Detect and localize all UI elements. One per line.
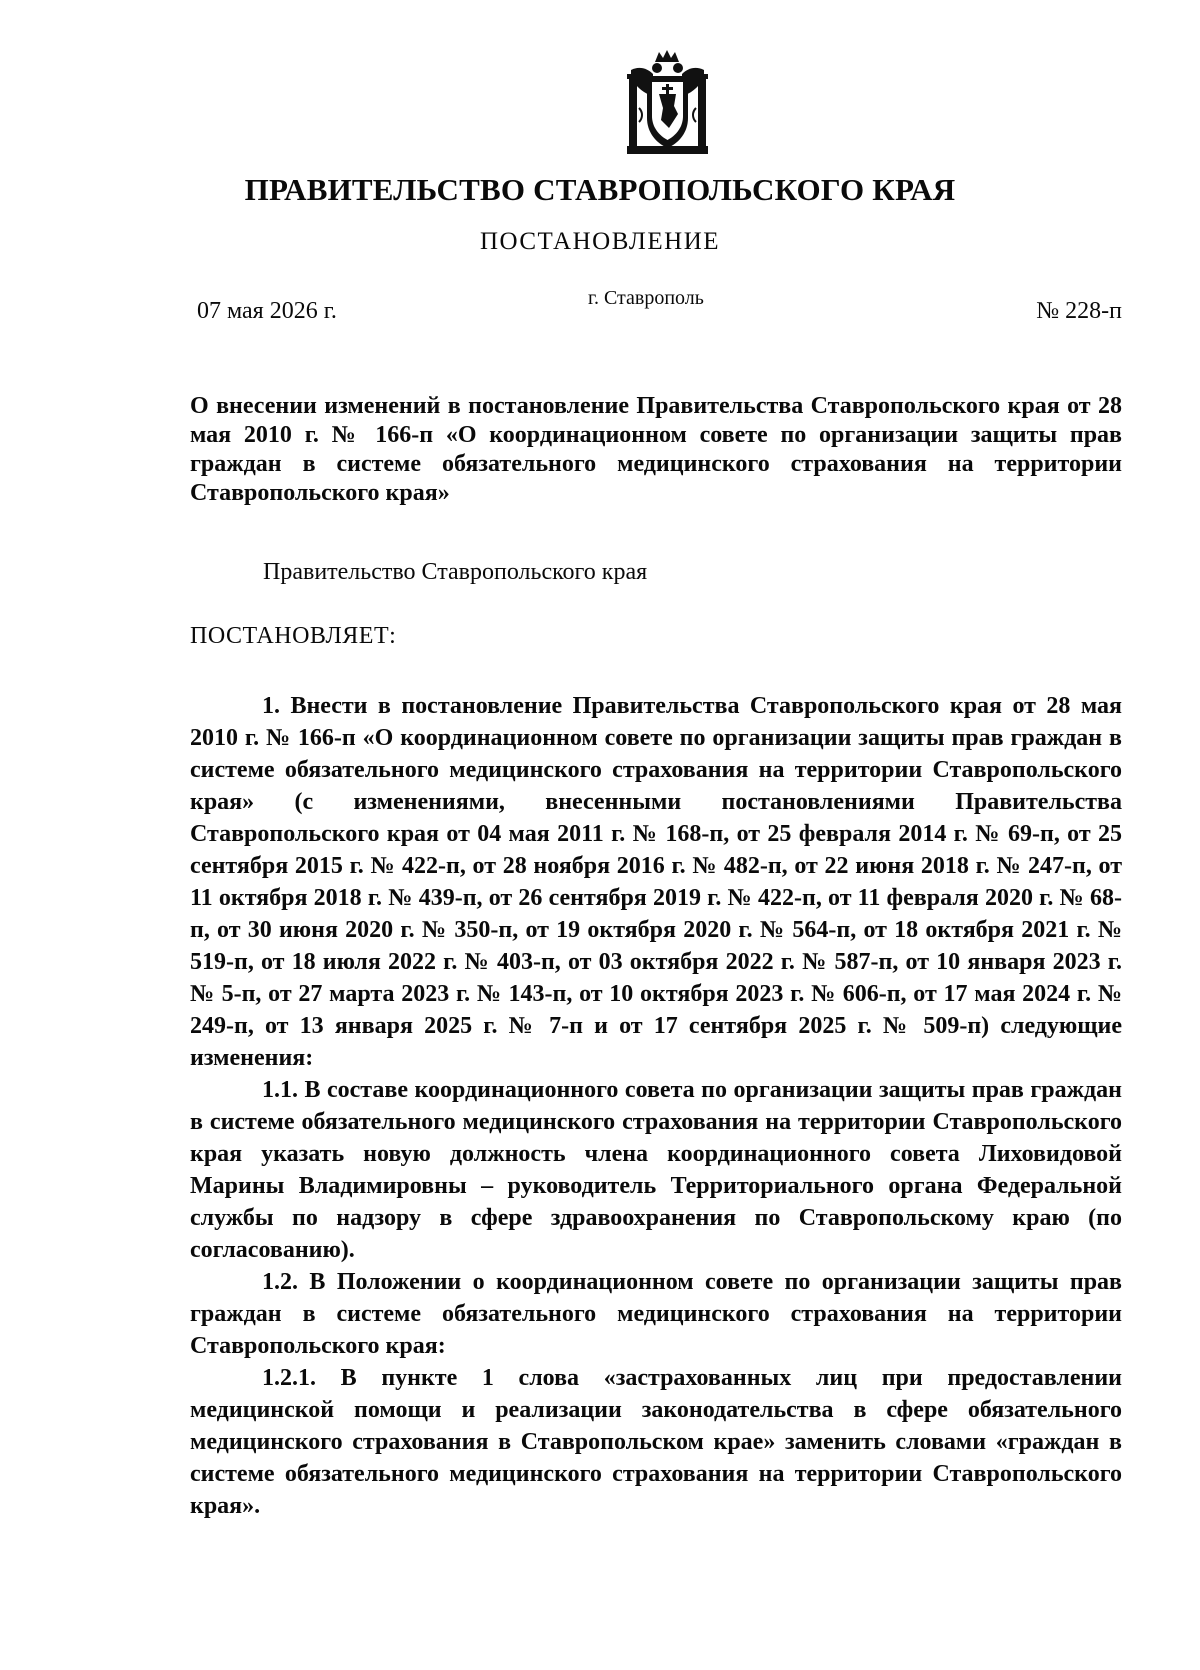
city: г. Ставрополь [588, 287, 704, 309]
document-body [190, 690, 1122, 1522]
paragraph-1-1: 1.1. В составе координационного совета по организации защиты прав граждан в системе обязательного медицинского страхования на территории Ставропольского края указать новую должность члена координационного совета Лиховидовой Марины Владимировны – руководитель Территориального органа Федеральной службы по надзору в сфере здравоохранения по Ставропольскому краю (по согласованию). [190, 1077, 1122, 1263]
preamble-decrees: ПОСТАНОВЛЯЕТ: [190, 623, 397, 649]
stavropol-coat-of-arms-icon [625, 48, 710, 158]
document-subject: О внесении изменений в постановление Правительства Ставропольского края от 28 мая 2010 г. № 166-п «О координационном совете по организации защиты прав граждан в системе обязательного медицинского страхования на территории Ставропольского края» [190, 393, 1122, 506]
document-number: № 228-п [1036, 298, 1122, 324]
preamble-government: Правительство Ставропольского края [263, 559, 648, 585]
paragraph-1-2-1: 1.2.1. В пункте 1 слова «застрахованных лиц при предоставлении медицинской помощи и реализации законодательства в сфере обязательного медицинского страхования в Ставропольском крае» заменить словами «граждан в системе обязательного медицинского страхования на территории Ставропольского края». [190, 1365, 1122, 1519]
document-type: ПОСТАНОВЛЕНИЕ [479, 228, 721, 255]
paragraph-1: 1. Внести в постановление Правительства Ставропольского края от 28 мая 2010 г. № 166-п «О координационном совете по организации защиты прав граждан в системе обязательного медицинского страхования на территории Ставропольского края» (с изменениями, внесенными постановлениями Правительства Ставропольского края от 04 мая 2011 г. № 168-п, от 25 февраля 2014 г. № 69-п, от 25 сентября 2015 г. № 422-п, от 28 ноября 2016 г. № 482-п, от 22 июня 2018 г. № 247-п, от 11 октября 2018 г. № 439-п, от 26 сентября 2019 г. № 422-п, от 11 февраля 2020 г. № 68-п, от 30 июня 2020 г. № 350-п, от 19 октября 2020 г. № 564-п, от 18 октября 2021 г. № 519-п, от 18 июля 2022 г. № 403-п, от 03 октября 2022 г. № 587-п, от 10 января 2023 г. № 5-п, от 27 марта 2023 г. № 143-п, от 10 октября 2023 г. № 606-п, от 17 мая 2024 г. № 249-п, от 13 января 2025 г. № 7-п и от 17 сентября 2025 г. № 509-п) следующие изменения: [190, 693, 1122, 1071]
paragraph-1-2: 1.2. В Положении о координационном совете по организации защиты прав граждан в системе обязательного медицинского страхования на территории Ставропольского края: [190, 1269, 1122, 1359]
organization-title: ПРАВИТЕЛЬСТВО СТАВРОПОЛЬСКОГО КРАЯ [244, 172, 956, 207]
document-date: 07 мая 2026 г. [197, 298, 337, 324]
